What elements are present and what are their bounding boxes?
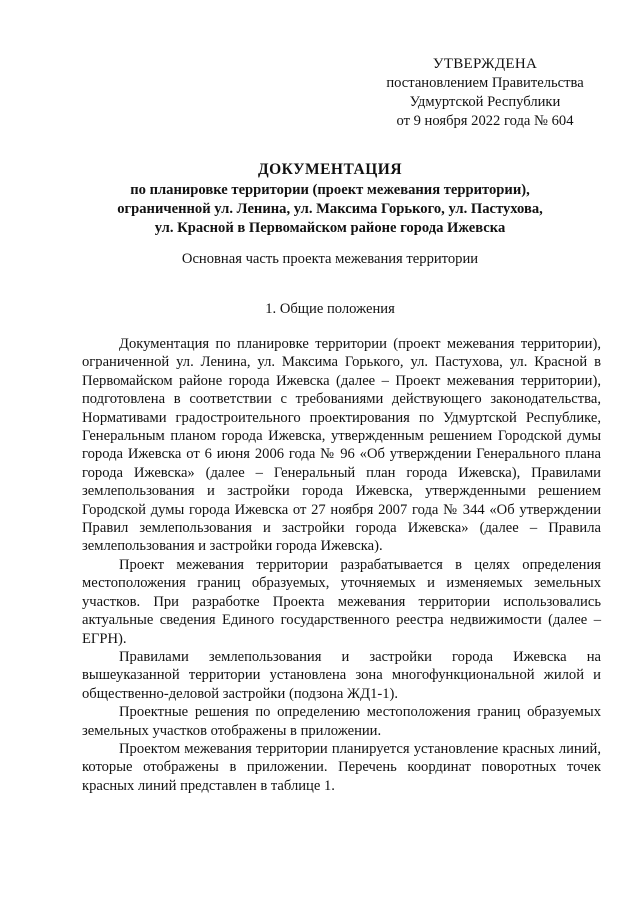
document-title-line-3: ул. Красной в Первомайском районе города Ижевска bbox=[154, 220, 506, 236]
approval-title: УТВЕРЖДЕНА bbox=[432, 56, 538, 72]
paragraph-3: Правилами землепользования и застройки города Ижевска на вышеуказанной территории установлена зона многофункциональной жилой и общественно-деловой застройки (подзона ЖД1-1). bbox=[82, 648, 601, 702]
approval-line-3: от 9 ноября 2022 года № 604 bbox=[396, 113, 574, 129]
document-title-block bbox=[80, 160, 580, 238]
approval-stamp bbox=[360, 55, 610, 131]
approval-line-1: постановлением Правительства bbox=[386, 75, 584, 91]
paragraph-5: Проектом межевания территории планируется установление красных линий, которые отображены в приложении. Перечень координат поворотных точек красных линий представлен в таблице 1. bbox=[82, 740, 601, 794]
document-subtitle: Основная часть проекта межевания территории bbox=[181, 251, 479, 267]
approval-line-2: Удмуртской Республики bbox=[409, 94, 561, 110]
section-heading: 1. Общие положения bbox=[265, 301, 395, 317]
paragraph-4: Проектные решения по определению местоположения границ образуемых земельных участков отображены в приложении. bbox=[82, 704, 601, 739]
paragraph-2: Проект межевания территории разрабатывается в целях определения местоположения границ образуемых, уточняемых и изменяемых земельных участков. При разработке Проекта межевания территории использовались актуальные сведения Единого государственного реестра недвижимости (далее – ЕГРН). bbox=[82, 556, 601, 647]
document-title: ДОКУМЕНТАЦИЯ bbox=[257, 161, 403, 178]
document-title-line-1: по планировке территории (проект межевания территории), bbox=[130, 182, 530, 198]
document-title-line-2: ограниченной ул. Ленина, ул. Максима Горького, ул. Пастухова, bbox=[117, 201, 543, 217]
paragraph-1: Документация по планировке территории (проект межевания территории), ограниченной ул. Ленина, ул. Максима Горького, ул. Пастухова, ул. Красной в Первомайском районе города Ижевска (далее – Проект межевания территории), подготовлена в соответствии с требованиями действующего законодательства, Нормативами градостроительного проектирования по Удмуртской Республике, Генеральным планом города Ижевска, утвержденным решением Городской думы города Ижевска от 6 июня 2006 года № 96 «Об утверждении Генерального плана города Ижевска» (далее – Генеральный план города Ижевска), Правилами землепользования и застройки города Ижевска, утвержденными решением Городской думы города Ижевска от 27 ноября 2007 года № 344 «Об утверждении Правил землепользования и застройки города Ижевска» (далее – Правила землепользования и застройки города Ижевска). bbox=[82, 336, 601, 555]
body-text bbox=[82, 335, 601, 795]
